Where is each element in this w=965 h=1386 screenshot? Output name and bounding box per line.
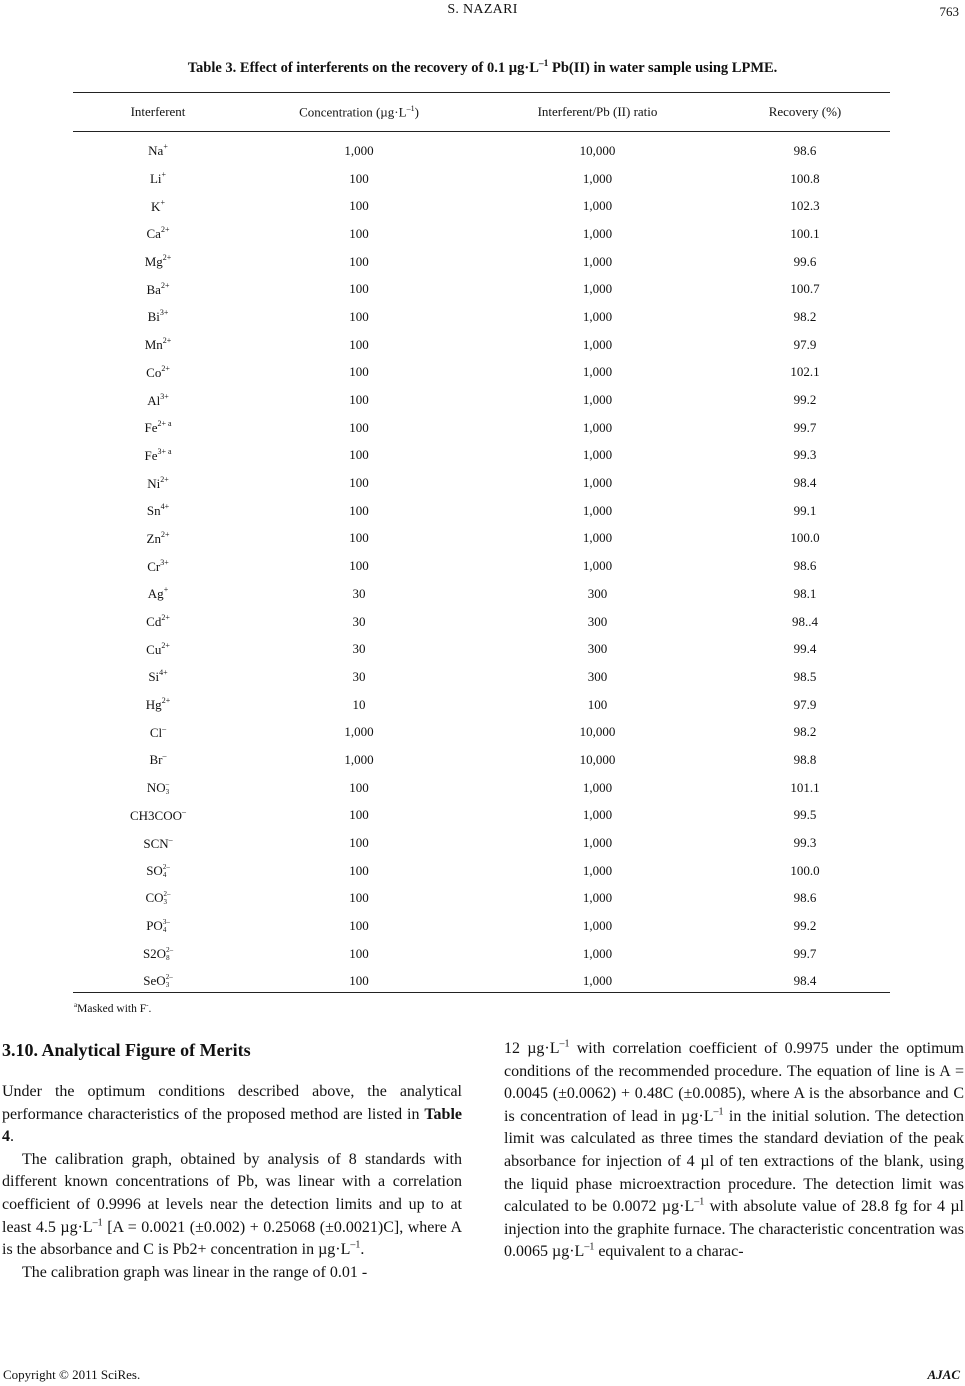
- table-row: [73, 774, 890, 802]
- cell-interferent: [73, 718, 243, 746]
- table-row: [73, 746, 890, 774]
- cell-ratio: 1,000: [582, 835, 613, 851]
- table-row: [73, 691, 890, 719]
- cell-ratio: 1,000: [582, 392, 613, 408]
- cell-concentration: 100: [349, 225, 369, 241]
- cell-interferent: [73, 580, 243, 608]
- interferent-charge: 2+: [162, 253, 172, 263]
- interferent-subscript: 8: [166, 953, 170, 962]
- cell-ratio: 1,000: [582, 502, 613, 518]
- table-row: [73, 303, 890, 331]
- interferent-species: Al: [147, 392, 161, 408]
- cell-recovery: 101.1: [790, 779, 820, 795]
- cell-ratio: 300: [587, 613, 608, 629]
- cell-recovery: 99.3: [793, 835, 817, 851]
- interferent-species: Ag: [147, 586, 164, 602]
- p2-text-b: [A = 0.0021 (±0.002) + 0.25068 (±0.0021)C], where A is the absorbance and C is Pb2+ concentration in µg·L: [2, 1218, 462, 1259]
- cell-ratio: 1,000: [582, 170, 613, 186]
- cell-recovery: 98.6: [793, 890, 817, 906]
- cell-concentration: 100: [349, 336, 369, 352]
- cell-concentration: 100: [349, 253, 369, 269]
- cell-concentration: 30: [352, 641, 366, 657]
- caption-suffix: Pb(II) in water sample using LPME.: [548, 59, 778, 76]
- r-text-a: 12 µg·L: [504, 1040, 560, 1057]
- cell-concentration: 100: [349, 281, 369, 297]
- cell-concentration: 100: [349, 198, 369, 214]
- footnote-end: .: [148, 1002, 152, 1015]
- cell-concentration: 1,000: [344, 751, 374, 767]
- table-row: [73, 442, 890, 470]
- interferent-subscript: 4: [162, 870, 167, 879]
- cell-recovery: 102.1: [790, 364, 820, 380]
- cell-concentration: 100: [349, 779, 369, 795]
- caption-prefix: Table 3. Effect of interferents on the recovery of 0.1 µg·L: [187, 59, 539, 76]
- interferent-species: Mg: [144, 254, 163, 270]
- cell-concentration: 1,000: [344, 142, 374, 158]
- cell-concentration: 100: [349, 835, 369, 851]
- page-number: 763: [939, 4, 959, 19]
- cell-concentration: 100: [349, 170, 369, 186]
- section-title: 3.10. Analytical Figure of Merits: [2, 1040, 251, 1060]
- p2-text-a: The calibration graph, obtained by analysis of 8 standards with different known concentrations of Pb, was linear with a correlation coefficient of 0.9996 at levels near the detection limits and up to at least 4.5 µg·L: [2, 1150, 462, 1236]
- cell-concentration: 30: [352, 585, 366, 601]
- cell-recovery: 97.9: [793, 336, 817, 352]
- table-row: [73, 469, 890, 497]
- cell-interferent: [73, 414, 243, 442]
- cell-recovery: 98.2: [793, 724, 817, 740]
- col-header-ratio: Interferent/Pb (II) ratio: [537, 104, 658, 119]
- interferent-charge: 2–: [166, 945, 174, 954]
- cell-interferent: [73, 691, 243, 719]
- interferent-charge: 2+: [160, 474, 169, 484]
- table-footnote: [74, 1001, 151, 1015]
- cell-interferent: [73, 552, 243, 580]
- cell-recovery: 98.2: [793, 308, 817, 324]
- cell-interferent: [73, 386, 243, 414]
- cell-ratio: 100: [587, 696, 608, 712]
- interferent-charge: 3–: [162, 918, 170, 927]
- interferent-charge: 2+: [161, 640, 170, 650]
- interferent-species: Li: [149, 171, 162, 187]
- cell-recovery: 98.6: [793, 142, 817, 158]
- r-text-d: with absolute value of 28.8 fg for 4 µl injection into the graphite furnace. The characteristic concentration was 0.0065 µg·L: [504, 1198, 964, 1261]
- table-row: [73, 580, 890, 608]
- cell-ratio: 1,000: [582, 198, 613, 214]
- interferent-species: CO: [145, 890, 164, 906]
- cell-interferent: [73, 248, 243, 276]
- cell-concentration: 10: [352, 696, 366, 712]
- right-column: [504, 1038, 964, 1264]
- col-concentration-text: Concentration (µg·L: [299, 104, 407, 120]
- cell-interferent: [73, 802, 243, 830]
- cell-concentration: 100: [349, 890, 369, 906]
- cell-interferent: [73, 746, 243, 774]
- interferent-species: Ca: [146, 226, 161, 242]
- interferent-species: Cd: [146, 614, 162, 630]
- cell-recovery: 99.2: [793, 918, 817, 934]
- interferent-charge: 2–: [165, 973, 173, 982]
- table-row: [73, 248, 890, 276]
- table-body: [73, 131, 890, 995]
- cell-interferent: [73, 663, 243, 691]
- table-row: [73, 192, 890, 220]
- table-row: [73, 829, 890, 857]
- cell-recovery: 100.0: [790, 862, 820, 878]
- interferent-charge: –: [162, 751, 167, 761]
- p2-text-c: .: [360, 1241, 365, 1259]
- cell-recovery: 100.0: [790, 530, 820, 546]
- interferent-species: Cu: [146, 641, 162, 657]
- cell-recovery: 99.1: [793, 502, 817, 518]
- cell-recovery: 98.5: [793, 668, 817, 684]
- table-header-row: [73, 93, 890, 131]
- cell-interferent: [73, 131, 243, 165]
- cell-ratio: 1,000: [582, 336, 613, 352]
- paragraph-1: [2, 1081, 462, 1149]
- cell-recovery: 100.1: [790, 225, 820, 241]
- interferent-charge-stack: [166, 780, 170, 796]
- interferent-species: SCN: [143, 835, 169, 851]
- interferent-charge: +: [163, 142, 168, 152]
- cell-concentration: 30: [352, 668, 366, 684]
- cell-interferent: [73, 497, 243, 525]
- col-concentration-end: ): [414, 104, 419, 120]
- interferent-charge: 2–: [162, 862, 170, 871]
- cell-recovery: 98.6: [793, 558, 817, 574]
- col-concentration-sup: –1: [406, 103, 415, 113]
- cell-concentration: 100: [349, 945, 369, 961]
- interferent-charge: 2+ a: [157, 419, 172, 429]
- interferent-species: Cl: [149, 724, 163, 740]
- table-row: [73, 940, 890, 968]
- cell-recovery: 99.7: [793, 419, 817, 435]
- interferent-species: Fe: [144, 420, 158, 436]
- cell-ratio: 1,000: [582, 530, 613, 546]
- cell-ratio: 1,000: [582, 253, 613, 269]
- cell-ratio: 300: [587, 641, 608, 657]
- interferent-charge: 3+: [160, 557, 169, 567]
- interferent-charge: 2+: [160, 225, 170, 235]
- interferent-charge: 2+: [160, 280, 170, 290]
- table-row: [73, 131, 890, 165]
- cell-concentration: 30: [352, 613, 366, 629]
- cell-ratio: 1,000: [582, 364, 613, 380]
- paragraph-4: [504, 1038, 964, 1264]
- cell-concentration: 100: [349, 475, 369, 491]
- cell-concentration: 100: [349, 308, 369, 324]
- interferent-charge-stack: [163, 863, 170, 879]
- table-row: [73, 275, 890, 303]
- cell-recovery: 100.8: [790, 170, 820, 186]
- table-row: [73, 497, 890, 525]
- left-column: [2, 1081, 462, 1284]
- cell-interferent: [73, 857, 243, 885]
- table-row: [73, 635, 890, 663]
- interferent-species: K: [151, 198, 161, 214]
- table-row: [73, 525, 890, 553]
- interferent-charge: 3+ a: [157, 446, 172, 456]
- interferent-species: Hg: [145, 697, 162, 713]
- interferent-species: Ba: [146, 281, 161, 297]
- cell-recovery: 99.7: [793, 945, 817, 961]
- cell-ratio: 1,000: [582, 779, 613, 795]
- interferent-species: Na: [148, 143, 164, 159]
- cell-concentration: 100: [349, 558, 369, 574]
- paragraph-3: The calibration graph was linear in the range of 0.01 -: [22, 1263, 368, 1281]
- interferent-species: CH3COO: [129, 807, 182, 823]
- cell-interferent: [73, 940, 243, 968]
- cell-interferent: [73, 331, 243, 359]
- cell-interferent: [73, 192, 243, 220]
- interferent-charge-stack: [166, 946, 173, 962]
- interferent-species: PO: [146, 918, 163, 934]
- footnote-marker: a: [74, 1001, 78, 1009]
- cell-concentration: 100: [349, 862, 369, 878]
- interferent-charge: 4+: [159, 668, 168, 678]
- interferent-charge-stack: [163, 918, 170, 934]
- cell-recovery: 99.6: [793, 253, 817, 269]
- interferent-species: Co: [146, 364, 162, 380]
- table-row: [73, 414, 890, 442]
- interferent-charge: 4+: [160, 502, 170, 512]
- table-4-ref: Table 4: [2, 1105, 462, 1146]
- cell-concentration: 100: [349, 973, 369, 989]
- running-head: S. NAZARI: [447, 2, 518, 17]
- interferent-species: Sn: [146, 503, 161, 519]
- table-row: [73, 220, 890, 248]
- interferent-species: Fe: [144, 447, 158, 463]
- cell-ratio: 1,000: [582, 973, 613, 989]
- cell-concentration: 1,000: [344, 724, 374, 740]
- cell-concentration: 100: [349, 502, 369, 518]
- cell-ratio: 10,000: [579, 724, 616, 740]
- table-row: [73, 331, 890, 359]
- interferent-species: S2O: [142, 945, 167, 961]
- interferent-charge: 3+: [159, 308, 169, 318]
- p1-text: Under the optimum conditions described above, the analytical performance characteristics of the proposed method are listed in: [2, 1083, 462, 1123]
- table-row: [73, 608, 890, 636]
- cell-recovery: 99.3: [793, 447, 817, 463]
- cell-ratio: 1,000: [582, 308, 613, 324]
- interferent-charge: 3+: [160, 391, 169, 401]
- cell-concentration: 100: [349, 530, 369, 546]
- interferent-species: Bi: [147, 309, 160, 325]
- cell-ratio: 1,000: [582, 558, 613, 574]
- footnote-text: Masked with F: [77, 1002, 147, 1015]
- cell-concentration: 100: [349, 918, 369, 934]
- cell-recovery: 100.7: [790, 281, 820, 297]
- cell-concentration: 100: [349, 447, 369, 463]
- cell-ratio: 1,000: [582, 918, 613, 934]
- cell-interferent: [73, 635, 243, 663]
- cell-ratio: 300: [587, 585, 608, 601]
- interferent-charge: 2+: [162, 336, 172, 346]
- interferent-subscript: 3: [165, 981, 170, 990]
- r-sup-2: –1: [713, 1106, 724, 1118]
- cell-recovery: 99.4: [793, 641, 817, 657]
- table-row: [73, 359, 890, 387]
- table-row: [73, 718, 890, 746]
- footer-journal: AJAC: [927, 1367, 960, 1382]
- interferent-charge: –: [162, 723, 167, 733]
- cell-interferent: [73, 359, 243, 387]
- cell-ratio: 1,000: [582, 475, 613, 491]
- cell-interferent: [73, 303, 243, 331]
- cell-ratio: 1,000: [582, 862, 613, 878]
- interferent-table: [73, 93, 890, 995]
- cell-ratio: 10,000: [579, 142, 616, 158]
- cell-concentration: 100: [349, 364, 369, 380]
- interferent-subscript: 3: [165, 787, 170, 796]
- col-header-recovery: Recovery (%): [768, 104, 842, 119]
- cell-ratio: 1,000: [582, 419, 613, 435]
- interferent-species: Si: [148, 669, 160, 685]
- cell-interferent: [73, 829, 243, 857]
- paragraph-2: [2, 1149, 462, 1262]
- table-row: [73, 663, 890, 691]
- cell-interferent: [73, 165, 243, 193]
- interferent-species: Ni: [147, 475, 161, 491]
- footer-copyright: Copyright © 2011 SciRes.: [3, 1367, 141, 1382]
- table-row: [73, 802, 890, 830]
- table-row: [73, 552, 890, 580]
- interferent-charge-stack: [166, 973, 173, 989]
- cell-ratio: 1,000: [582, 945, 613, 961]
- r-text-c: in the initial solution. The detection limit was calculated as three times the standard deviation of the peak absorbance for injection of 4 µl of ten extractions of the blank, using the liquid phase microextraction procedure. The detection limit was calculated to be 0.0072 µg·L: [504, 1107, 965, 1216]
- cell-ratio: 1,000: [582, 890, 613, 906]
- interferent-species: Mn: [144, 337, 163, 353]
- cell-interferent: [73, 774, 243, 802]
- cell-concentration: 100: [349, 807, 369, 823]
- cell-interferent: [73, 275, 243, 303]
- cell-ratio: 1,000: [582, 225, 613, 241]
- cell-interferent: [73, 608, 243, 636]
- table-row: [73, 857, 890, 885]
- interferent-charge: –: [168, 834, 173, 844]
- interferent-charge: 2–: [163, 890, 171, 899]
- interferent-charge: 2+: [161, 363, 170, 373]
- r-sup-4: –1: [584, 1242, 595, 1254]
- r-sup-1: –1: [559, 1038, 570, 1050]
- interferent-charge-stack: [164, 890, 171, 906]
- cell-interferent: [73, 968, 243, 996]
- interferent-charge: –: [165, 779, 170, 788]
- cell-interferent: [73, 442, 243, 470]
- cell-ratio: 10,000: [579, 751, 616, 767]
- interferent-species: NO: [146, 779, 166, 795]
- p1-end: .: [10, 1128, 14, 1146]
- table-caption: [0, 59, 965, 77]
- interferent-charge: 2+: [161, 696, 171, 706]
- table-row: [73, 165, 890, 193]
- cell-recovery: 98.4: [793, 973, 817, 989]
- interferent-charge: +: [161, 170, 167, 180]
- cell-ratio: 300: [587, 668, 608, 684]
- interferent-subscript: 4: [162, 926, 167, 935]
- cell-ratio: 1,000: [582, 807, 613, 823]
- cell-concentration: 100: [349, 419, 369, 435]
- table-row: [73, 885, 890, 913]
- p2-sup-1: –1: [92, 1217, 103, 1229]
- col-header-interferent: Interferent: [130, 104, 186, 119]
- interferent-species: Br: [149, 752, 163, 768]
- interferent-charge: 2+: [161, 613, 170, 623]
- footnote-sup: -: [146, 1001, 149, 1009]
- interferent-charge: –: [182, 806, 186, 816]
- r-text-e: equivalent to a charac-: [594, 1243, 744, 1261]
- interferent-subscript: 3: [163, 898, 168, 907]
- cell-recovery: 98.1: [793, 585, 817, 601]
- interferent-charge: +: [163, 585, 169, 595]
- cell-interferent: [73, 220, 243, 248]
- r-sup-3: –1: [694, 1196, 705, 1208]
- cell-recovery: 102.3: [790, 198, 820, 214]
- caption-sup: –1: [538, 59, 549, 69]
- interferent-species: SO: [146, 862, 163, 878]
- cell-interferent: [73, 912, 243, 940]
- interferent-species: Cr: [147, 558, 161, 574]
- r-text-b: with correlation coefficient of 0.9975 under the optimum conditions of the recommended procedure. The equation of line is A = 0.0045 (±0.0062) + 0.48C (±0.0085), where A is the absorbance and C is concentration of lead in µg·L: [504, 1040, 964, 1125]
- interferent-charge: +: [160, 197, 165, 207]
- cell-ratio: 1,000: [582, 447, 613, 463]
- p2-sup-2: –1: [350, 1239, 361, 1251]
- cell-interferent: [73, 885, 243, 913]
- interferent-species: SeO: [143, 973, 166, 989]
- cell-concentration: 100: [349, 392, 369, 408]
- interferent-species: Zn: [146, 530, 161, 546]
- table-row: [73, 386, 890, 414]
- cell-recovery: 98..4: [792, 613, 818, 629]
- table-row: [73, 968, 890, 996]
- cell-recovery: 97.9: [793, 696, 817, 712]
- table-row: [73, 912, 890, 940]
- cell-interferent: [73, 525, 243, 553]
- cell-recovery: 99.2: [793, 392, 817, 408]
- cell-recovery: 98.4: [793, 475, 817, 491]
- col-header-concentration: [243, 93, 475, 131]
- cell-recovery: 99.5: [793, 807, 817, 823]
- cell-interferent: [73, 469, 243, 497]
- cell-ratio: 1,000: [582, 281, 613, 297]
- interferent-charge: 2+: [160, 529, 170, 539]
- cell-recovery: 98.8: [793, 751, 817, 767]
